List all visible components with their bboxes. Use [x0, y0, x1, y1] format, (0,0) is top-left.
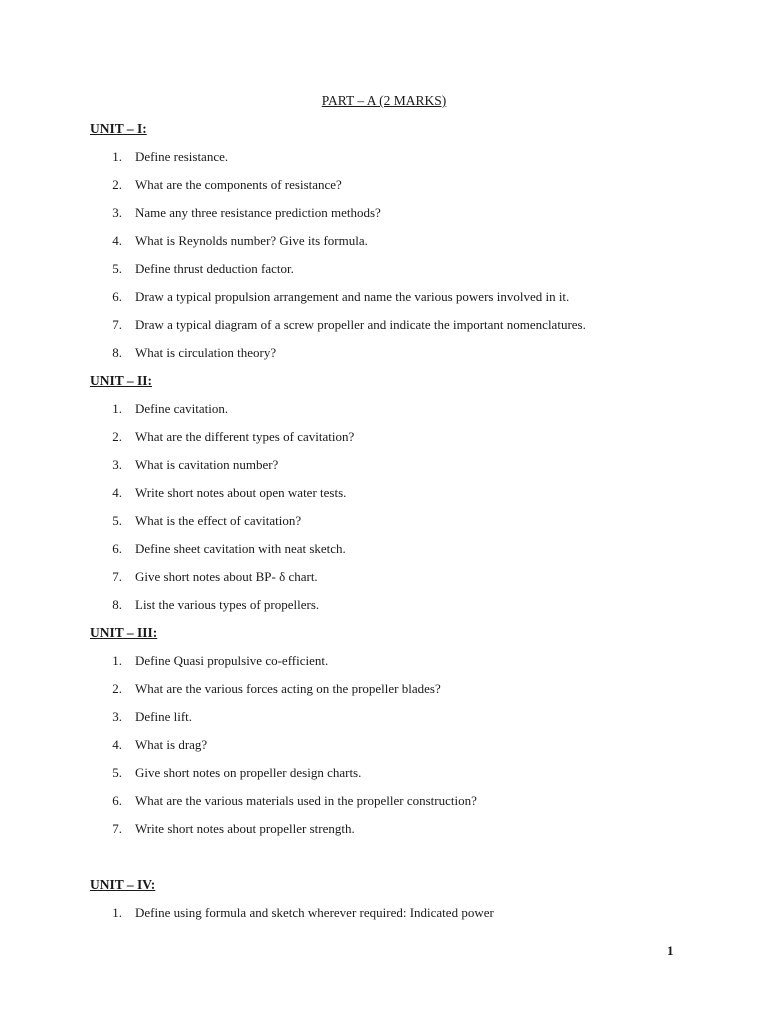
unit-heading: UNIT – IV:: [90, 877, 156, 892]
question-number: 5.: [112, 261, 122, 276]
question-text: Draw a typical diagram of a screw propeller and indicate the important nomenclatures.: [135, 317, 586, 332]
question-text: What are the components of resistance?: [135, 177, 342, 192]
question-number: 3.: [112, 709, 122, 724]
question-text: List the various types of propellers.: [135, 597, 320, 612]
question-number: 4.: [112, 737, 122, 752]
question-number: 3.: [112, 205, 122, 220]
question-number: 6.: [112, 793, 122, 808]
question-number: 6.: [112, 541, 122, 556]
question-text: What are the various forces acting on the propeller blades?: [135, 681, 441, 696]
question-text: Write short notes about propeller strength.: [135, 821, 355, 836]
question-text: Give short notes about BP- δ chart.: [135, 569, 318, 584]
question-text: Define Quasi propulsive co-efficient.: [135, 653, 329, 668]
question-number: 7.: [112, 821, 122, 836]
question-number: 1.: [112, 653, 122, 668]
question-number: 4.: [112, 485, 122, 500]
question-number: 2.: [112, 177, 122, 192]
page-number: 1: [667, 943, 674, 958]
question-number: 1.: [112, 149, 122, 164]
question-number: 6.: [112, 289, 122, 304]
question-number: 5.: [112, 765, 122, 780]
question-number: 2.: [112, 681, 122, 696]
question-text: Write short notes about open water tests.: [135, 485, 347, 500]
question-text: Draw a typical propulsion arrangement and name the various powers involved in it.: [135, 289, 570, 304]
question-text: What is cavitation number?: [135, 457, 279, 472]
question-number: 7.: [112, 317, 122, 332]
question-number: 8.: [112, 345, 122, 360]
question-number: 3.: [112, 457, 122, 472]
unit-heading: UNIT – II:: [90, 373, 153, 388]
question-text: Give short notes on propeller design charts.: [135, 765, 362, 780]
question-number: 4.: [112, 233, 122, 248]
question-number: 1.: [112, 905, 122, 920]
question-text: What is drag?: [135, 737, 208, 752]
question-text: Define sheet cavitation with neat sketch.: [135, 541, 346, 556]
question-text: Define resistance.: [135, 149, 229, 164]
question-text: Define using formula and sketch wherever required: Indicated power: [135, 905, 494, 920]
question-number: 2.: [112, 429, 122, 444]
question-text: What is circulation theory?: [135, 345, 277, 360]
question-number: 7.: [112, 569, 122, 584]
question-text: What is Reynolds number? Give its formula.: [135, 233, 368, 248]
question-text: Define cavitation.: [135, 401, 229, 416]
question-text: Define lift.: [135, 709, 193, 724]
question-text: What are the various materials used in the propeller construction?: [135, 793, 477, 808]
page-heading: PART – A (2 MARKS): [321, 93, 447, 108]
question-text: Define thrust deduction factor.: [135, 261, 294, 276]
unit-heading: UNIT – I:: [90, 121, 147, 136]
question-number: 5.: [112, 513, 122, 528]
question-text: What is the effect of cavitation?: [135, 513, 302, 528]
question-number: 1.: [112, 401, 122, 416]
unit-heading: UNIT – III:: [90, 625, 158, 640]
question-text: Name any three resistance prediction methods?: [135, 205, 381, 220]
question-number: 8.: [112, 597, 122, 612]
question-text: What are the different types of cavitation?: [135, 429, 355, 444]
